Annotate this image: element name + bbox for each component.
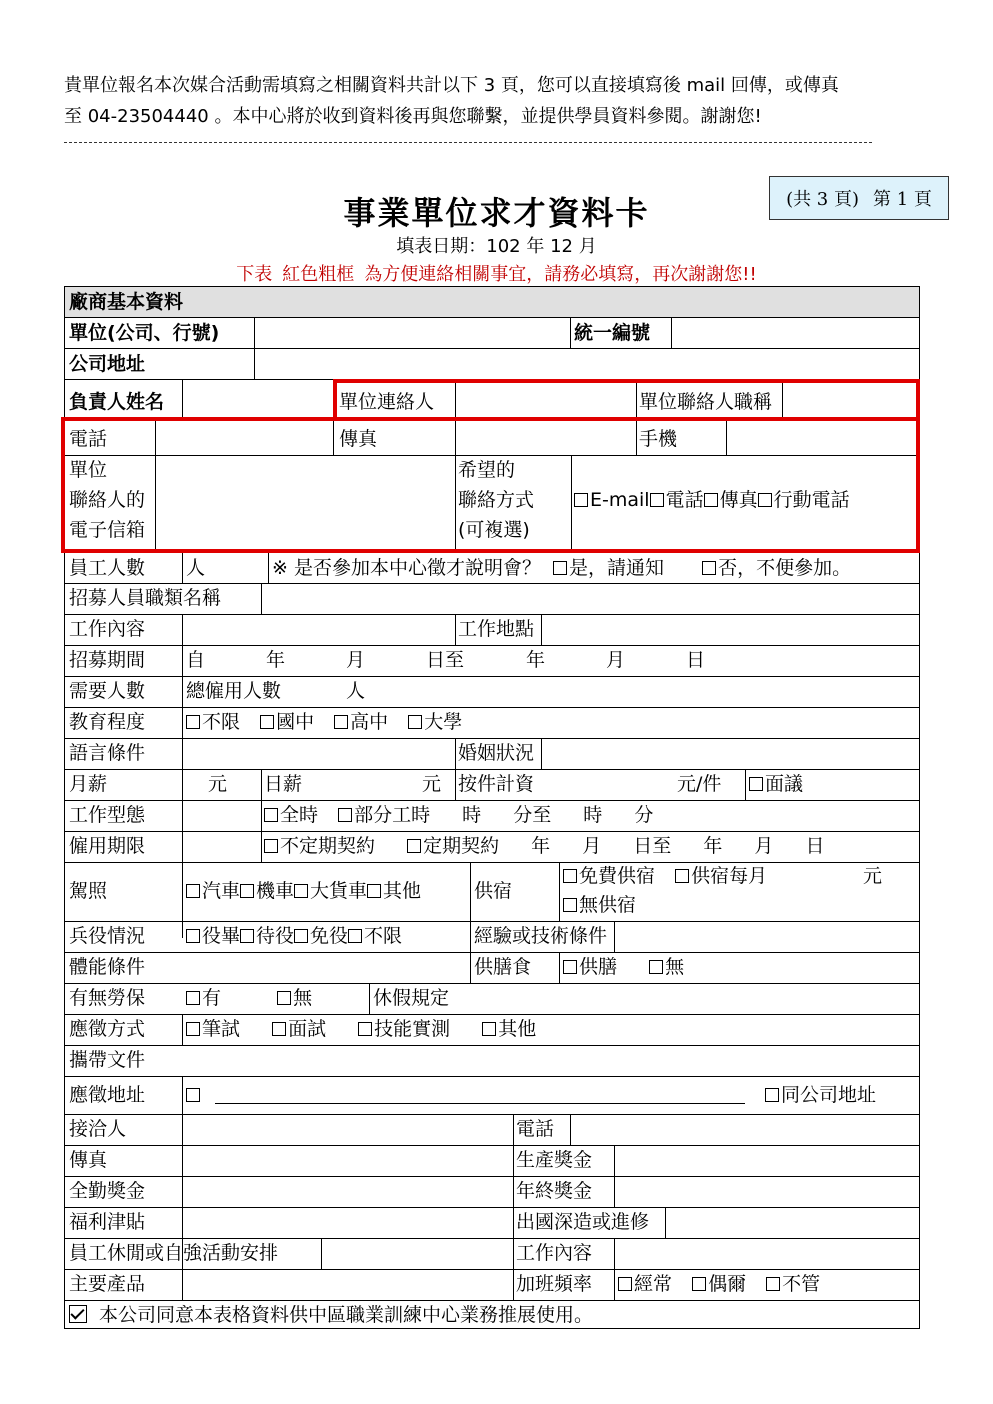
same-address-option [765,1084,876,1106]
seminar-no: 否，不便參加。 [718,557,852,579]
label-mobile: 手機 [639,428,678,450]
label-marital: 婚姻狀況 [458,742,535,764]
label-yearend-bonus: 年終獎金 [516,1180,593,1202]
pt-hour-2: 時 [583,804,603,826]
lodging-unit: 元 [863,865,883,887]
daily-unit: 元 [422,773,442,795]
checkbox-apply-address[interactable] [186,1088,200,1102]
license-car: 汽車 [202,880,241,902]
notice-part-a: 下表 [236,264,273,285]
label-attendance-bonus: 全勤獎金 [69,1180,146,1202]
opt-phone: 電話 [665,489,704,511]
ins-no: 無 [293,987,313,1009]
checkbox-fax[interactable] [704,493,718,507]
period-month-2: 月 [606,649,626,671]
label-documents: 攜帶文件 [69,1049,146,1071]
label-method-3: (可複選) [458,519,530,541]
negotiable-option [749,773,803,795]
period-month: 月 [346,649,366,671]
edu-any: 不限 [202,711,241,733]
label-owner: 負責人姓名 [69,391,165,413]
overtime-options [618,1273,820,1295]
checkbox-lodging-none[interactable] [563,898,577,912]
label-method-1: 希望的 [458,459,516,481]
headcount-unit: 人 [346,680,366,702]
label-headcount: 需要人數 [69,680,146,702]
education-options [186,711,462,733]
negotiable-label: 面議 [765,773,804,795]
label-apply-method: 應徵方式 [69,1018,146,1040]
edu-college: 大學 [424,711,463,733]
insurance-options [186,987,312,1009]
label-contact-phone: 電話 [516,1118,555,1140]
checkbox-ot-sometimes[interactable] [692,1277,706,1291]
lodging-options-2 [563,894,636,916]
ot-never: 不管 [782,1273,821,1295]
parttime-label: 部分工時 [354,804,431,826]
apply-skill-test: 技能實測 [374,1018,451,1040]
checkbox-parttime[interactable] [338,808,352,822]
license-truck: 大貨車 [310,880,368,902]
seminar-yes: 是，請通知 [569,557,665,579]
checkbox-license-other[interactable] [367,884,381,898]
apply-address-check [186,1084,202,1106]
label-fax: 傳真 [339,428,378,450]
checkbox-written[interactable] [186,1022,200,1036]
contact-method-options [574,489,850,511]
period-year: 年 [266,649,286,671]
military-options [186,925,402,947]
label-work-type: 工作型態 [69,804,146,826]
label-contact-title: 單位聯絡人職稱 [639,391,773,413]
notice-part-b: 紅色粗框 [282,264,355,285]
consent-row [69,1304,593,1326]
checkbox-mil-pending[interactable] [240,929,254,943]
same-address-label: 同公司地址 [781,1084,877,1106]
section-header: 廠商基本資料 [69,291,184,313]
term-indef: 不定期契約 [280,835,376,857]
checkbox-mil-any[interactable] [348,929,362,943]
monthly-unit: 元 [208,773,228,795]
label-language: 語言條件 [69,742,146,764]
checkmark-icon [70,1305,84,1319]
label-leave: 休假規定 [373,987,450,1009]
edu-senior: 高中 [350,711,389,733]
checkbox-meals-yes[interactable] [563,960,577,974]
label-job-name: 招募人員職類名稱 [69,587,222,609]
checkbox-ot-never[interactable] [766,1277,780,1291]
fulltime-label: 全時 [280,804,319,826]
dashed-divider [64,142,872,143]
label-welfare: 福利津貼 [69,1211,146,1233]
label-email-2: 聯絡人的 [69,489,146,511]
checkbox-lodging-paid[interactable] [675,869,689,883]
required-notice [0,260,993,286]
label-email-3: 電子信箱 [69,519,146,541]
checkbox-fulltime[interactable] [264,808,278,822]
term-def: 定期契約 [423,835,500,857]
checkbox-edu-college[interactable] [408,715,422,729]
label-fax-2: 傳真 [69,1149,108,1171]
label-military: 兵役情況 [69,925,146,947]
lodging-none: 無供宿 [579,894,637,916]
label-products: 主要產品 [69,1273,146,1295]
label-company: 單位(公司、行號) [69,322,220,344]
lodging-paid: 供宿每月 [691,865,768,887]
mil-exempt: 免役 [310,925,349,947]
term-d-2: 日 [805,835,825,857]
period-day-2: 日 [686,649,706,671]
label-education: 教育程度 [69,711,146,733]
section-header-bg [65,287,919,317]
checkbox-skill-test[interactable] [358,1022,372,1036]
notice-part-c: 為方便連絡相關事宜，請務必填寫，再次謝謝您!! [364,264,757,285]
piece-unit: 元/件 [677,773,722,795]
checkbox-ins-no[interactable] [277,991,291,1005]
label-phone: 電話 [69,428,108,450]
term-y: 年 [531,835,551,857]
checkbox-same-address[interactable] [765,1088,779,1102]
label-job-location: 工作地點 [458,618,535,640]
page-title: 事業單位求才資料卡 [343,194,650,232]
label-lodging: 供宿 [474,880,513,902]
checkbox-scooter[interactable] [240,884,254,898]
seminar-question [272,557,851,579]
employees-unit: 人 [186,557,206,579]
intro-line-2: 至 04-23504440 。本中心將於收到資料後再與您聯繫，並提供學員資料參閱。謝謝您! [64,106,762,127]
checkbox-mil-done[interactable] [186,929,200,943]
label-contact: 單位連絡人 [339,391,435,413]
recruitment-form [64,286,920,1329]
label-production-bonus: 生產獎金 [516,1149,593,1171]
meals-no: 無 [665,956,685,978]
checkbox-term-indef[interactable] [264,839,278,853]
checkbox-seminar-yes[interactable] [553,561,567,575]
period-from: 自 [186,649,206,671]
label-job-content: 工作內容 [69,618,146,640]
apply-method-options [186,1018,536,1040]
checkbox-edu-senior[interactable] [334,715,348,729]
lodging-free: 免費供宿 [579,865,656,887]
license-scooter: 機車 [256,880,295,902]
checkbox-phone[interactable] [650,493,664,507]
checkbox-truck[interactable] [294,884,308,898]
label-insurance: 有無勞保 [69,987,146,1009]
label-recruit-period: 招募期間 [69,649,146,671]
label-method-2: 聯絡方式 [458,489,535,511]
term-m-2: 月 [754,835,774,857]
term-y-2: 年 [703,835,723,857]
label-daily: 日薪 [264,773,303,795]
label-meals: 供膳食 [474,956,532,978]
period-day-to: 日至 [426,649,465,671]
label-experience: 經驗或技術條件 [474,925,608,947]
checkbox-meals-no[interactable] [649,960,663,974]
pt-hour: 時 [462,804,482,826]
edu-junior: 國中 [276,711,315,733]
pt-min-to: 分至 [513,804,552,826]
ot-often: 經常 [634,1273,673,1295]
checkbox-term-def[interactable] [407,839,421,853]
meals-options [563,956,684,978]
mil-pending: 待役 [256,925,295,947]
apply-address-line[interactable] [215,1103,745,1104]
period-year-2: 年 [526,649,546,671]
work-type-options [264,804,653,826]
page-total: (共 3 頁) [786,189,860,210]
mil-done: 役畢 [202,925,241,947]
checkbox-mobile[interactable] [758,493,772,507]
checkbox-lodging-free[interactable] [563,869,577,883]
headcount-total: 總僱用人數 [186,680,282,702]
checkbox-edu-any[interactable] [186,715,200,729]
lodging-options-1 [563,865,767,887]
term-m: 月 [582,835,602,857]
checkbox-mil-exempt[interactable] [294,929,308,943]
mil-any: 不限 [364,925,403,947]
license-other: 其他 [383,880,422,902]
label-email-1: 單位 [69,459,108,481]
license-options [186,880,421,902]
label-job-content-2: 工作內容 [516,1242,593,1264]
checkbox-negotiable[interactable] [749,777,763,791]
label-address: 公司地址 [69,353,146,375]
checkbox-seminar-no[interactable] [702,561,716,575]
label-leisure: 員工休閒或自強活動安排 [69,1242,279,1264]
opt-email: E-mail [590,489,650,511]
label-contact-person: 接洽人 [69,1118,127,1140]
checkbox-apply-other[interactable] [482,1022,496,1036]
label-apply-address: 應徵地址 [69,1084,146,1106]
checkbox-email[interactable] [574,493,588,507]
label-piece: 按件計資 [458,773,535,795]
label-license: 駕照 [69,880,108,902]
consent-checkbox[interactable] [69,1305,87,1323]
checkbox-ot-often[interactable] [618,1277,632,1291]
apply-other: 其他 [498,1018,537,1040]
intro-text [64,70,924,132]
apply-interview: 面試 [288,1018,327,1040]
label-monthly: 月薪 [69,773,108,795]
checkbox-ins-yes[interactable] [186,991,200,1005]
pt-min-2: 分 [634,804,654,826]
label-physical: 體能條件 [69,956,146,978]
checkbox-interview[interactable] [272,1022,286,1036]
label-training: 出國深造或進修 [516,1211,650,1233]
ins-yes: 有 [202,987,222,1009]
term-d-to: 日至 [633,835,672,857]
ot-sometimes: 偶爾 [708,1273,747,1295]
fill-date: 填表日期：102 年 12 月 [396,236,597,257]
term-options [264,835,824,857]
seminar-q-text: ※ 是否參加本中心徵才說明會？ [272,557,541,579]
consent-text: 本公司同意本表格資料供中區職業訓練中心業務推展使用。 [99,1304,594,1326]
intro-line-1: 貴單位報名本次媒合活動需填寫之相關資料共計以下 3 頁，您可以直接填寫後 mail 回傳，或傳真 [64,75,839,96]
label-term: 僱用期限 [69,835,146,857]
page-current: 第 1 頁 [873,189,932,210]
opt-mobile: 行動電話 [773,489,850,511]
label-overtime: 加班頻率 [516,1273,593,1295]
apply-written: 筆試 [202,1018,241,1040]
opt-fax: 傳真 [719,489,758,511]
label-tax-id: 統一編號 [574,322,651,344]
meals-yes: 供膳 [579,956,618,978]
label-employees: 員工人數 [69,557,146,579]
checkbox-edu-junior[interactable] [260,715,274,729]
checkbox-car[interactable] [186,884,200,898]
